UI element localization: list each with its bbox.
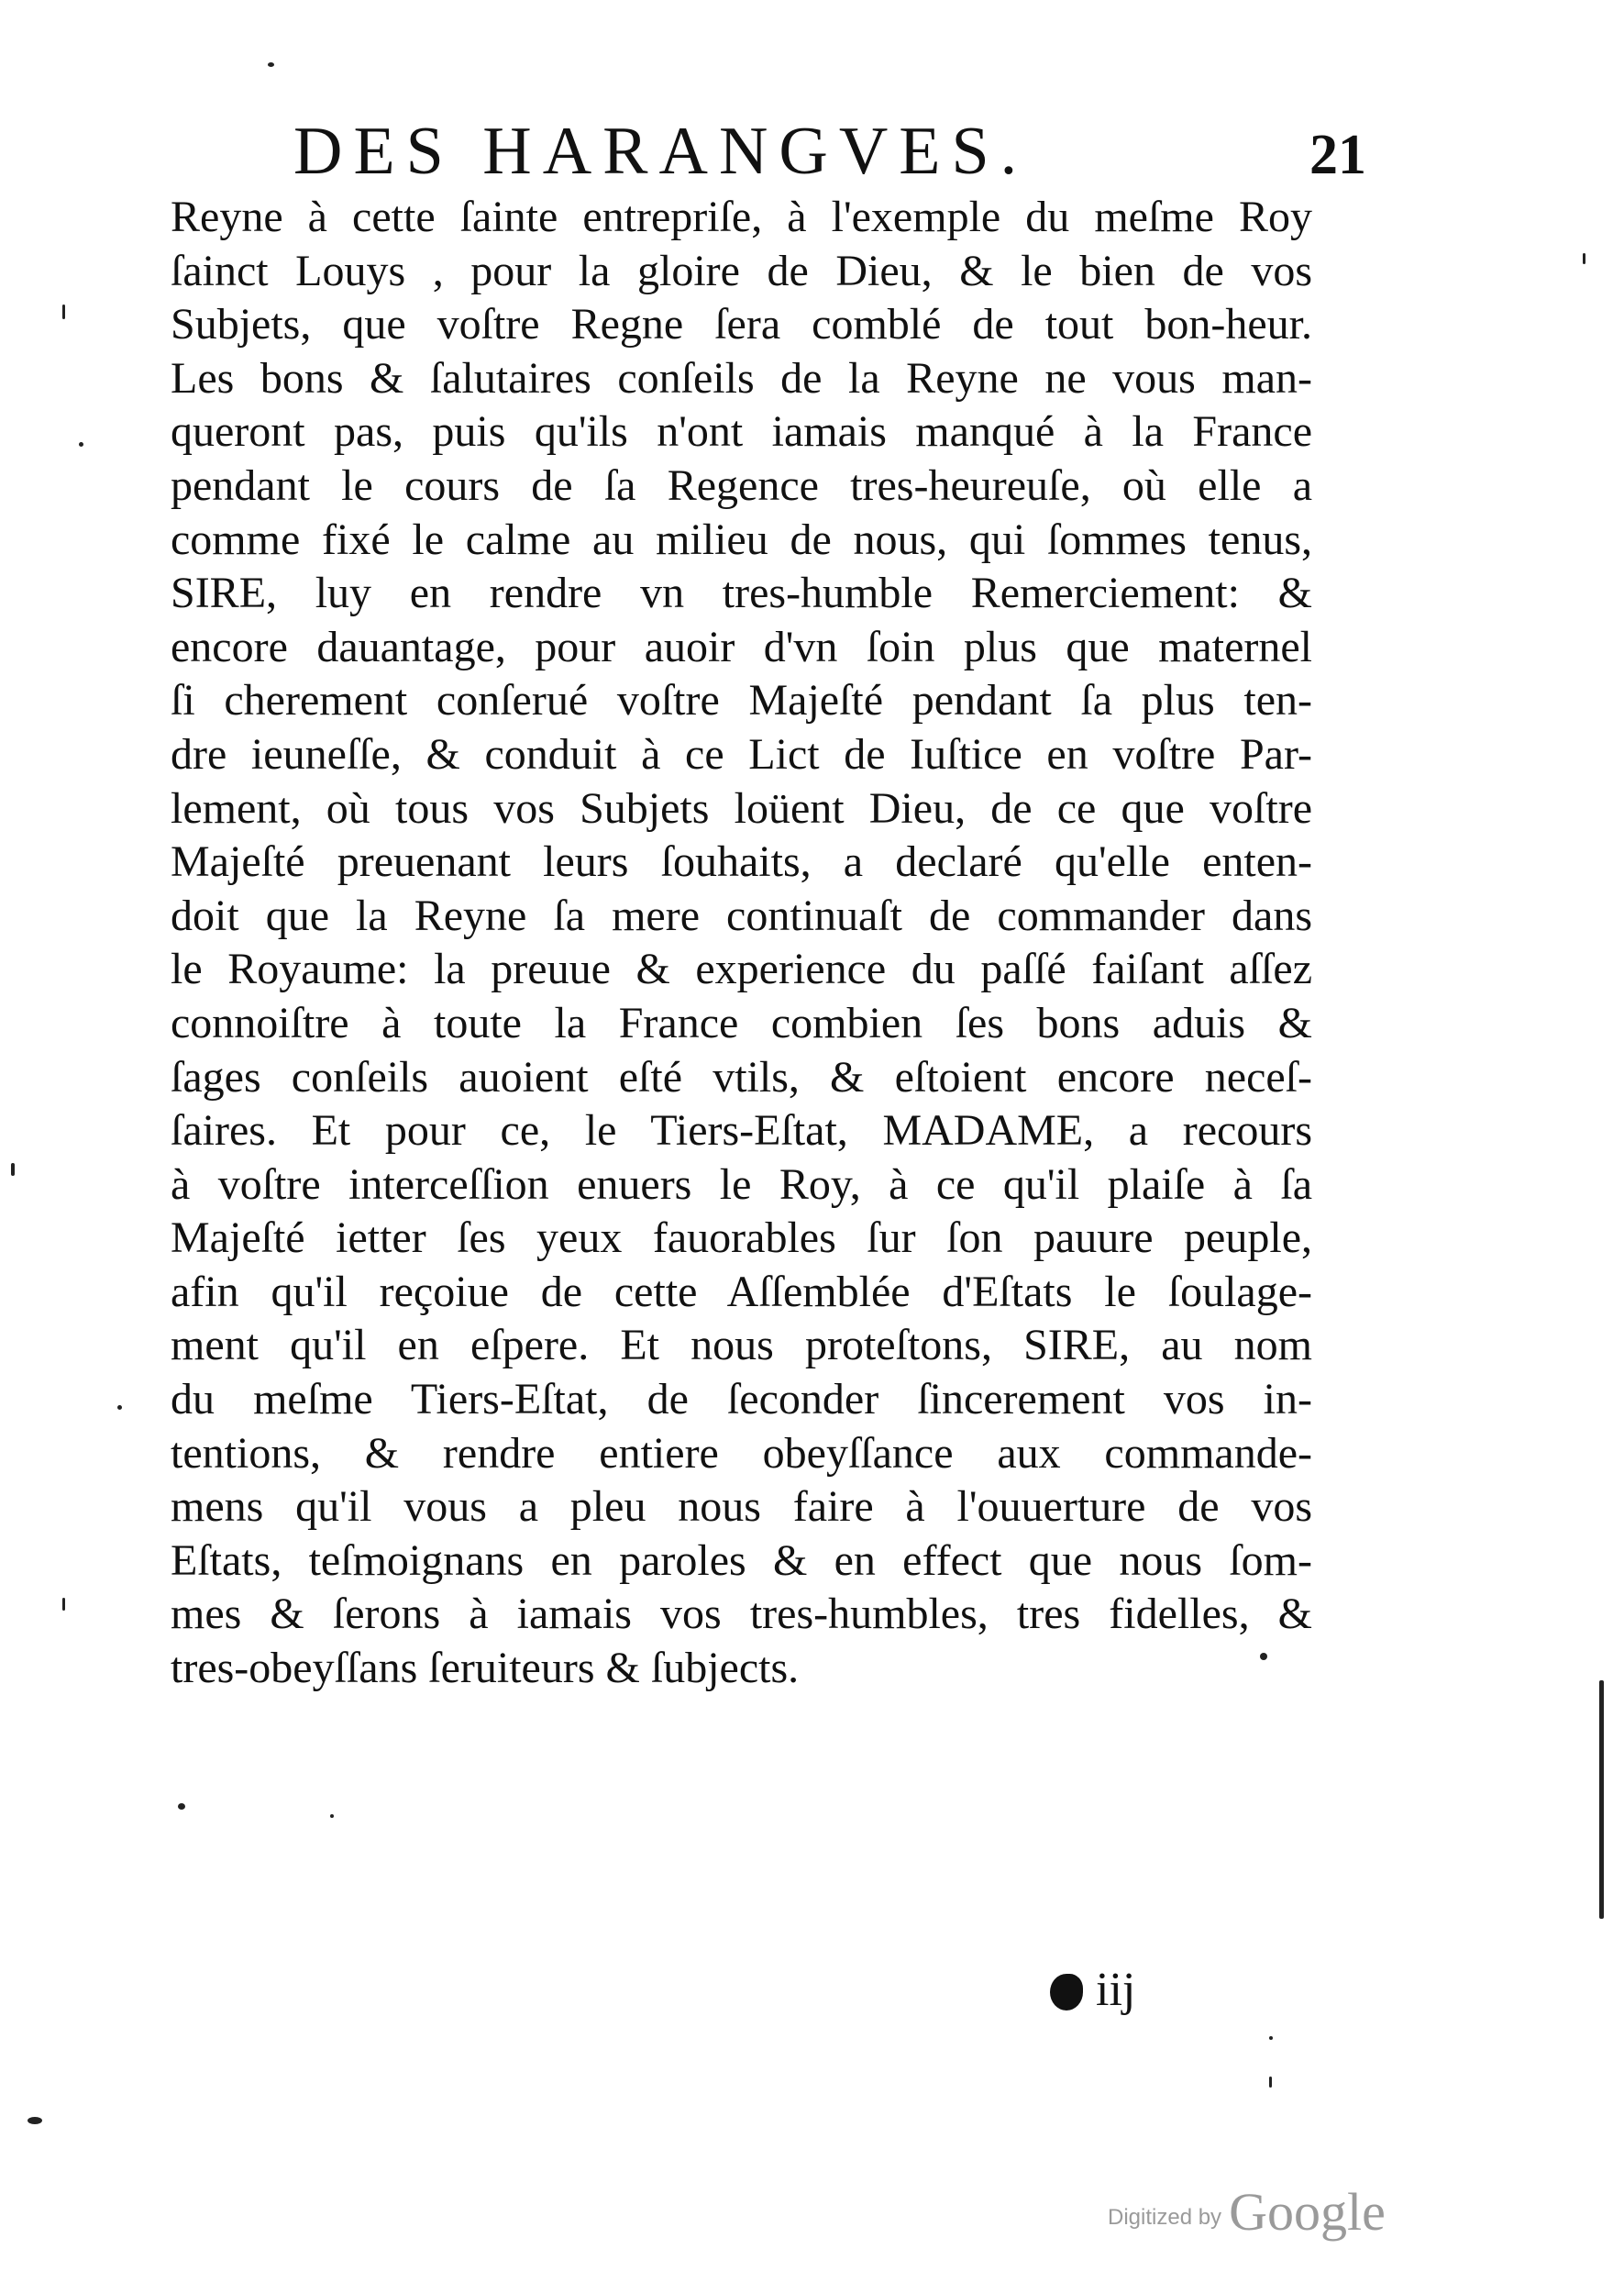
ink-speck — [268, 62, 274, 67]
ink-speck — [330, 1814, 334, 1818]
text-line: ſaires. Et pour ce, le Tiers-Eſtat, MADAME, a recours — [171, 1106, 1312, 1156]
text-line: Majeſté ietter ſes yeux fauorables ſur ſon pauure peuple, — [171, 1213, 1312, 1263]
body-text — [171, 191, 1312, 1696]
text-line: pendant le cours de ſa Regence tres-heureuſe, où elle a — [171, 460, 1312, 510]
text-line: Eſtats, teſmoignans en paroles & en effect que nous ſom- — [171, 1535, 1312, 1585]
ink-speck — [1583, 253, 1585, 264]
text-line: Majeſté preuenant leurs ſouhaits, a declaré qu'elle enten- — [171, 837, 1312, 887]
text-line: afin qu'il reçoiue de cette Aſſemblée d'Eſtats le ſoulage- — [171, 1267, 1312, 1316]
page-number: 21 — [1309, 124, 1366, 186]
signature-mark — [1050, 1963, 1135, 2018]
text-line: Reyne à cette ſainte entrepriſe, à l'exemple du meſme Roy — [171, 193, 1312, 241]
text-line: Subjets, que voſtre Regne ſera comblé de tout bon-heur. — [171, 300, 1312, 349]
fleuron-icon — [1050, 1974, 1083, 2011]
text-line: dre ieuneſſe, & conduit à ce Lict de Iuſtice en voſtre Par- — [171, 729, 1312, 779]
text-line: queront pas, puis qu'ils n'ont iamais manqué à la France — [171, 407, 1312, 457]
text-line: mes & ſerons à iamais vos tres-humbles, tres fidelles, & — [171, 1590, 1312, 1639]
text-line: mens qu'il vous a pleu nous faire à l'ouuerture de vos — [171, 1482, 1312, 1532]
ink-speck — [1269, 2036, 1273, 2040]
ink-speck — [11, 1163, 15, 1176]
text-line: ment qu'il en eſpere. Et nous proteſtons, SIRE, au nom — [171, 1321, 1312, 1370]
ink-speck — [1599, 1680, 1604, 1919]
text-line: ſainct Louys , pour la gloire de Dieu, & le bien de vos — [171, 246, 1312, 295]
text-line: le Royaume: la preuue & experience du paſſé faiſant aſſez — [171, 945, 1312, 994]
text-line: doit que la Reyne ſa mere continuaſt de commander dans — [171, 891, 1312, 940]
text-line: comme fixé le calme au milieu de nous, qui ſommes tenus, — [171, 515, 1312, 564]
ink-speck — [79, 442, 83, 447]
ink-speck — [1269, 2077, 1272, 2088]
running-head — [174, 110, 1366, 193]
ink-speck — [117, 1405, 122, 1410]
digitized-brand: Google — [1229, 2182, 1386, 2242]
text-line: ſi cherement conſerué voſtre Majeſté pendant ſa plus ten- — [171, 676, 1312, 726]
text-line: connoiſtre à toute la France combien ſes bons aduis & — [171, 998, 1312, 1047]
ink-speck — [178, 1803, 185, 1810]
signature-text: iij — [1096, 1964, 1136, 2016]
running-title: DES HARANGVES. — [293, 114, 1029, 189]
text-line: SIRE, luy en rendre vn tres-humble Remerciement: & — [171, 569, 1312, 618]
ink-speck — [62, 1598, 65, 1611]
text-line: ſages conſeils auoient eſté vtils, & eſtoient encore neceſ- — [171, 1052, 1312, 1102]
text-line: tres-obeyſſans ſeruiteurs & ſubjects. — [171, 1644, 800, 1693]
text-line: encore dauantage, pour auoir d'vn ſoin plus que maternel — [171, 622, 1312, 671]
text-line: à voſtre interceſſion enuers le Roy, à ce qu'il plaiſe à ſa — [171, 1159, 1312, 1209]
ink-speck — [28, 2117, 42, 2124]
text-line: Les bons & ſalutaires conſeils de la Reyne ne vous man- — [171, 353, 1312, 403]
digitized-label: Digitized by — [1108, 2205, 1222, 2230]
digitized-watermark — [1108, 2181, 1386, 2243]
text-line: du meſme Tiers-Eſtat, de ſeconder ſincerement vos in- — [171, 1375, 1312, 1424]
ink-speck — [1260, 1653, 1267, 1660]
text-line: lement, où tous vos Subjets loüent Dieu, de ce que voſtre — [171, 783, 1312, 833]
ink-speck — [62, 305, 65, 319]
text-line: tentions, & rendre entiere obeyſſance aux commande- — [171, 1428, 1312, 1478]
